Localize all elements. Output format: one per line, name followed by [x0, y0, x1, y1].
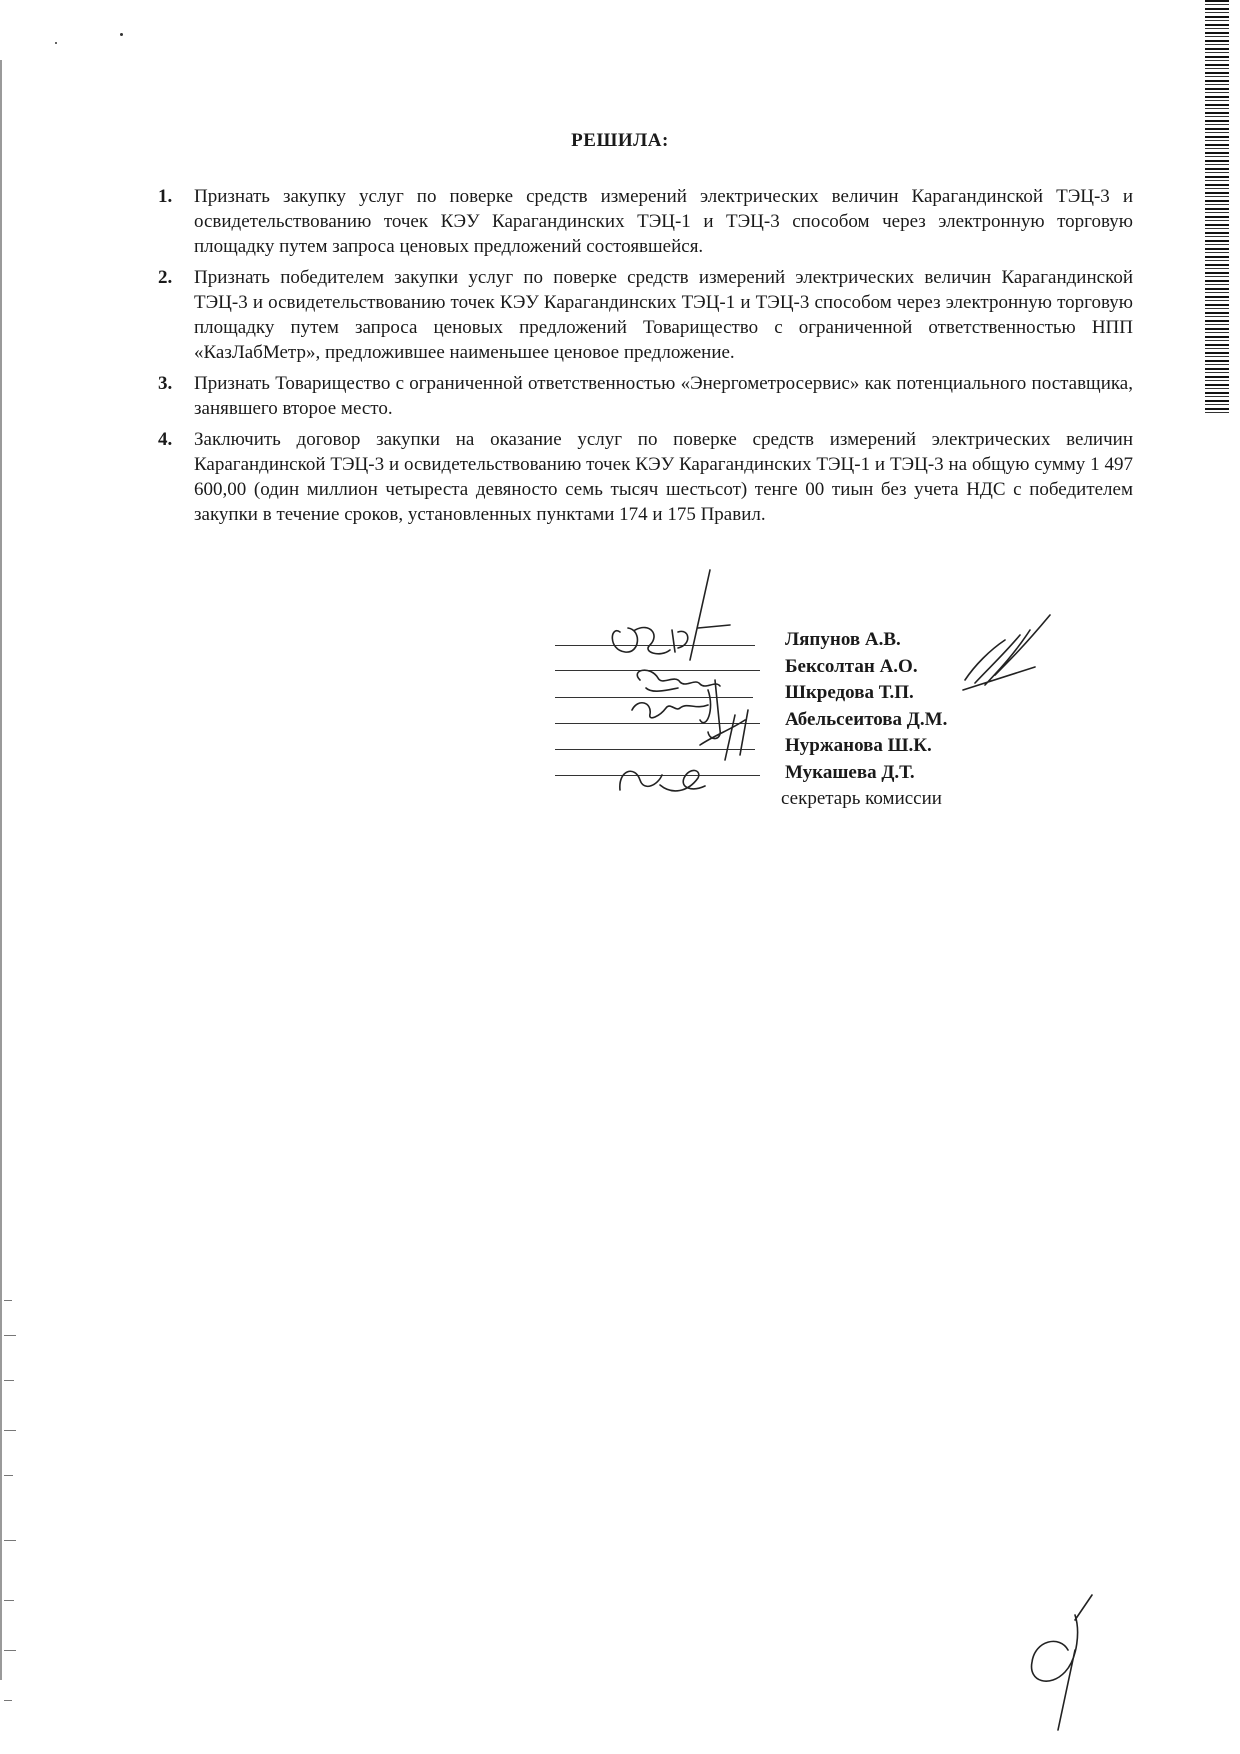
decision-number: 1.	[158, 186, 173, 207]
decision-item	[158, 371, 1133, 421]
scan-speck	[55, 42, 57, 44]
secretary-label: секретарь комиссии	[781, 788, 942, 809]
scan-speck	[120, 33, 123, 36]
decision-number: 3.	[158, 373, 173, 394]
handwritten-signatures	[580, 570, 780, 820]
scan-edge-marks	[4, 1300, 18, 1720]
decision-list	[158, 184, 1133, 533]
decision-number: 4.	[158, 429, 173, 450]
scan-edge-line	[0, 60, 2, 1680]
decision-text: Признать победителем закупки услуг по поверке средств измерений электрических величин Карагандинской ТЭЦ-3 и освидетельствованию точек КЭУ Карагандинских ТЭЦ-1 и ТЭЦ-3 способом через электронную торговую площадку путем запроса ценовых предложений Товарищество с ограниченной ответственностью НПП «КазЛабМетр», предложившее наименьшее ценовое предложение.	[194, 267, 1133, 363]
signatory-name: Абельсеитова Д.М.	[785, 708, 948, 730]
signatory-name: Мукашева Д.Т.	[785, 761, 915, 783]
decision-text: Заключить договор закупки на оказание услуг по поверке средств измерений электрических величин Карагандинской ТЭЦ-3 и освидетельствованию точек КЭУ Карагандинских ТЭЦ-1 и ТЭЦ-3 на общую сумму 1 497 600,00 (один миллион четыреста девяносто семь тысяч шестьсот) тенге 00 тиын без учета НДС с победителем закупки в течение сроков, установленных пунктами 174 и 175 Правил.	[194, 429, 1133, 525]
scan-barcode	[1205, 0, 1229, 415]
decision-text: Признать закупку услуг по поверке средств измерений электрических величин Карагандинской ТЭЦ-3 и освидетельствованию точек КЭУ Карагандинских ТЭЦ-1 и ТЭЦ-3 способом через электронную торговую площадку путем запроса ценовых предложений состоявшейся.	[194, 186, 1133, 257]
decision-text: Признать Товарищество с ограниченной ответственностью «Энергометросервис» как потенциального поставщика, занявшего второе место.	[194, 373, 1133, 419]
decision-item	[158, 184, 1133, 259]
decision-item	[158, 265, 1133, 365]
decision-number: 2.	[158, 267, 173, 288]
signatory-name: Нуржанова Ш.К.	[785, 735, 932, 756]
decision-item	[158, 427, 1133, 527]
signatory-name: Ляпунов А.В.	[785, 629, 901, 650]
signatory-name: Бексолтан А.О.	[785, 655, 918, 677]
page-number-handwritten-mark	[1020, 1590, 1110, 1740]
decision-heading: РЕШИЛА:	[571, 130, 669, 151]
signatory-list	[781, 627, 1085, 812]
signatory-name: Шкредова Т.П.	[785, 682, 914, 703]
